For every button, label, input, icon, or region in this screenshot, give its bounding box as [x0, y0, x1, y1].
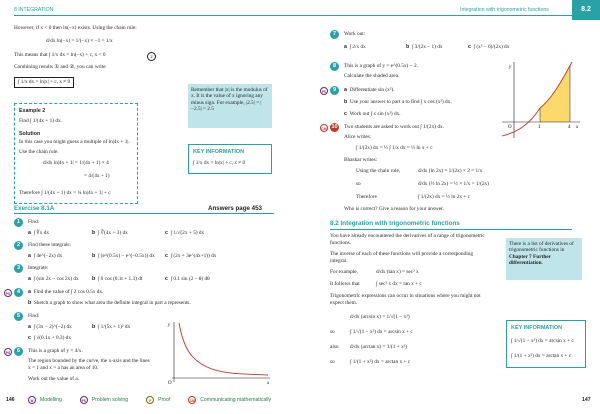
means-text: This means that ∫ 1/x dx = ln(−x) + c, x < 0	[14, 52, 106, 58]
question-3b: ∫ 6 cos (0.1t + 1.3) dt	[97, 276, 143, 282]
intro-equation: d/dx ln(−x) = 1/(−x) × −1 = 1/x	[46, 38, 113, 44]
reciprocal-curve	[179, 323, 268, 375]
page-number-right: 147	[582, 397, 591, 403]
graph8-tick-1: 1	[538, 125, 541, 130]
right-page: Integration with trigonometric functions 8.2 7 Work out: a ∫ 2/x dx b ∫ 3/(2x − 1) dx c ∫ (x² − 6)/(2x) dx 8 This is a graph of y = e^(0.5x) − 2. Calculate the shaded area. y O 1 4 x PS 9 a Differentiate sin (x²). b Use your answer to part a to find ∫ x cos (x²) dx. c Work out ∫ x sin (x²) dx. CM 10 Two students are asked to work out ∫ 1/(2x) dx. Alice writes: ∫ 1/(2x) dx = ½ ∫ 1/x dx = ½ ln x + c Bhaskar writes: Using the chain rule, d/dx (ln 2x) = 1/(2x) × 2 = 1/x so d/dx (½ ln 2x) = ½ × 1/x = 1/(2x) Therefore ∫ 1/(2x) dx = ½ ln 2x + c Who is correct? Give a reason for your answer. 8.2 Integration with trigonometric functions You have already encountered the derivatives of a range of trigonometric functions. The inverse of each of these functions will provide a corresponding integral. For example, d/dx (tan x) = sec² x It follows that ∫ sec² x dx = tan x + c Trigonometric expressions can occur in situations where you might not expect them. d/dx (arcsin x) = 1/√(1 − x²) so ∫ 1/√(1 − x²) dx = arcsin x + c also d/dx (arctan x) = 1/(1 + x²) so ∫ 1/(1 + x²) dx = arctan x + c There is a list of derivatives of trigonometric functions in Chapter 7 Further differentiation. KEY INFORMATION ∫ 1/√(1 − x²) dx = arcsin x + c ∫ 1/(1 + x²) dx = arctan x + c 147	[300, 0, 600, 414]
also-label: also	[330, 344, 339, 350]
exercise-rule	[14, 213, 274, 214]
follows-label: It follows that	[330, 281, 360, 287]
communicating-label: Communicating mathematically	[200, 397, 272, 403]
section-para-2: The inverse of each of these functions will provide a corresponding integral.	[330, 251, 473, 264]
question-1-number: 1	[14, 218, 23, 227]
question-8-text: This is a graph of y = e^(0.5x) − 2.	[344, 63, 418, 69]
question-3a: ∫ (sin 2x − cos 2x) dx	[33, 276, 79, 282]
communicating-tag: CM	[320, 124, 328, 132]
section-badge: 8.2	[572, 0, 600, 20]
question-1b: ∫ ∛(4x + 3) dx	[97, 230, 128, 236]
question-10-ask: Who is correct? Give a reason for your answer.	[344, 206, 444, 212]
solution-title: Solution	[19, 131, 41, 137]
problem-solving-tag: PS	[4, 348, 12, 356]
example-equation: d/dx (tan x) = sec² x	[376, 269, 419, 275]
example-box	[14, 103, 138, 204]
bhaskar-step-1-label: Using the chain rule,	[356, 168, 401, 174]
question-5-text: Find:	[28, 313, 40, 319]
example-title: Example 2	[19, 108, 46, 114]
question-5a: ∫ (3x − 2)^(−2) dx	[33, 324, 72, 330]
arcsin-integral: ∫ 1/√(1 − x²) dx = arcsin x + c	[350, 329, 413, 335]
graph-origin-label: O	[168, 381, 172, 386]
intro-text: However, if x < 0 then ln(−x) exists. Using the chain rule:	[14, 25, 137, 31]
question-6-text-2: The region bounded by the curve, the x-axis and the lines x = 1 and x = a has an area of 10.	[28, 358, 150, 371]
question-5c: ∫ √(0.1x + 0.3) dx	[33, 335, 71, 341]
modulus-note-text: Remember that |x| is the modulus of x. It is the value of x ignoring any minus sign. For example, |2.5| = |−2.5| = 2.5	[191, 87, 268, 112]
so-label-1: so	[330, 329, 335, 335]
question-4a: Find the value of ∫ 2 cos 0.5x dx.	[33, 289, 104, 295]
question-7-text: Work out:	[344, 31, 366, 37]
question-2b: ∫ (e^(0.5x) − e^(−0.5x)) dx	[97, 253, 155, 259]
note-period: .	[541, 259, 543, 266]
bhaskar-label: Bhaskar writes:	[344, 157, 378, 163]
left-page: 8 INTEGRATION However, if x < 0 then ln(−x) exists. Using the chain rule: d/dx ln(−x) = 1/(−x) × −1 = 1/x This means that ∫ 1/x dx = ln(−x) + c, x < 0 2 Combining results ① and ②, you can write ∫ 1/x dx = ln|x| + c, x ≠ 0 Remember that |x| is the modulus of x. It is the value of x ignoring any minus sign. For example, |2.5| = |−2.5| = 2.5 Example 2 Find ∫ 1/(4x + 1) dx. Solution In this case you might guess a multiple of ln|4x + 1|. Use the chain rule. d/dx ln|4x + 1| = 1/(4x + 1) × 4 = 4/(4x + 1) Therefore ∫ 1/(4x + 1) dx = ¼ ln|4x + 1| + c KEY INFORMATION ∫ 1/x dx = ln|x| + c, x ≠ 0 Exercise 8.1A Answers page 453 1 Find: a ∫ ∜x dx b ∫ ∛(4x + 3) dx c ∫ 1/√(2x + 5) dx 2 Find these integrals: a ∫ 4e^(−2x) dx b ∫ (e^(0.5x) − e^(−0.5x)) dx c ∫ (2x + 3e^(4x+1)) dx 3 Integrate: a ∫ (sin 2x − cos 2x) dx b ∫ 6 cos (0.1t + 1.3) dt c ∫ 0.1 sin (2 − θ) dθ PS 4 a Find the value of ∫ 2 cos 0.5x dx. b Sketch a graph to show what area the definite integral in part a represents. 5 Find: a ∫ (3x − 2)^(−2) dx b ∫ 1/(5x + 1)² dx c ∫ √(0.1x + 0.3) dx PS 6 This is a graph of y = 4/x. The region bounded by the curve, the x-axis and the lines x = 1 and x = a has an area of 10. Work out the value of a. x y O 146 M Modelling PS Problem solving P Proof CM Communicating mathematically	[0, 0, 300, 414]
header-rule	[300, 15, 572, 16]
header-rule	[14, 15, 300, 16]
question-8-text-2: Calculate the shaded area.	[344, 73, 400, 79]
question-3-number: 3	[14, 264, 23, 273]
key-information-title-right: KEY INFORMATION	[511, 325, 563, 331]
question-7c: ∫ (x² − 6)/(2x) dx	[473, 44, 510, 50]
so-label-2: so	[330, 359, 335, 365]
bhaskar-step-2: d/dx (½ ln 2x) = ½ × 1/x = 1/(2x)	[418, 181, 489, 187]
section-rule	[330, 229, 572, 230]
graph-x-label: x	[267, 381, 270, 386]
arctan-integral: ∫ 1/(1 + x²) dx = arctan x + c	[350, 359, 411, 365]
alice-equation: ∫ 1/(2x) dx = ½ ∫ 1/x dx = ½ ln x + c	[356, 145, 433, 151]
solution-line-2: Use the chain rule.	[19, 149, 59, 155]
chapter-header: 8 INTEGRATION	[14, 7, 54, 13]
section-para-3: Trigonometric expressions can occur in situations where you might not expect them.	[330, 293, 481, 306]
question-8-number: 8	[330, 62, 339, 71]
question-2-text: Find these integrals:	[28, 242, 71, 248]
bhaskar-step-2-label: so	[356, 181, 361, 187]
modulus-note	[188, 84, 272, 128]
question-5-number: 5	[14, 312, 23, 321]
key-information-eq-2: ∫ 1/(1 + x²) dx = arctan x + c	[511, 353, 572, 359]
reciprocal-graph	[162, 320, 274, 386]
solution-line-1: In this case you might guess a multiple of ln|4x + 1|.	[19, 139, 130, 145]
question-1a: ∫ ∜x dx	[33, 230, 50, 236]
arcsin-derivative: d/dx (arcsin x) = 1/√(1 − x²)	[350, 314, 410, 320]
arctan-derivative: d/dx (arctan x) = 1/(1 + x²)	[350, 344, 407, 350]
question-6-number: 6	[14, 347, 23, 356]
alice-label: Alice writes:	[344, 134, 372, 140]
question-3c: ∫ 0.1 sin (2 − θ) dθ	[170, 276, 210, 282]
page-number-left: 146	[6, 397, 15, 403]
combining-text: Combining results ① and ②, you can write	[14, 64, 106, 70]
solution-eq-2: = 4/(4x + 1)	[84, 173, 110, 179]
question-10-number: 10	[331, 124, 338, 130]
graph-y-label: y	[168, 323, 171, 328]
graph8-tick-4: 4	[568, 125, 571, 130]
proof-label: Proof	[158, 397, 171, 403]
question-1-text: Find:	[28, 219, 40, 225]
question-9-number: 9	[330, 86, 339, 95]
solution-therefore: Therefore ∫ 1/(4x + 1) dx = ¼ ln|4x + 1| + c	[19, 190, 111, 196]
section-para-1: You have already encountered the derivatives of a range of trigonometric functions.	[330, 233, 485, 246]
question-5b: ∫ 1/(5x + 1)² dx	[97, 324, 131, 330]
question-9c: Work out ∫ x sin (x²) dx.	[349, 111, 401, 117]
problem-solving-tag: PS	[4, 289, 12, 297]
follows-equation: ∫ sec² x dx = tan x + c	[376, 281, 422, 287]
problem-solving-tag: PS	[320, 87, 328, 95]
derivatives-note-text: There is a list of derivatives of trigonometric functions in	[509, 241, 574, 254]
proof-icon: P	[146, 396, 154, 404]
solution-eq-1: d/dx ln|4x + 1| = 1/(4x + 1) × 4	[43, 160, 109, 166]
key-information-title: KEY INFORMATION	[193, 149, 245, 155]
question-2-number: 2	[14, 241, 23, 250]
key-information-eq: ∫ 1/x dx = ln|x| + c, x ≠ 0	[193, 160, 246, 166]
modelling-icon: M	[28, 396, 36, 404]
section-header-title: Integration with trigonometric functions	[460, 7, 549, 13]
question-2c: ∫ (2x + 3e^(4x+1)) dx	[170, 253, 217, 259]
question-1c: ∫ 1/√(2x + 5) dx	[170, 230, 205, 236]
key-information-box-right	[506, 320, 586, 368]
problem-solving-icon: PS	[80, 396, 88, 404]
question-6-text: This is a graph of y = 4/x.	[28, 348, 83, 354]
example-question: Find ∫ 1/(4x + 1) dx.	[19, 118, 62, 124]
graph8-x-label: x	[576, 125, 579, 130]
combined-result: ∫ 1/x dx = ln|x| + c, x ≠ 0	[14, 77, 74, 88]
bhaskar-step-3-label: Therefore	[356, 194, 377, 200]
problem-solving-label: Problem solving	[91, 397, 129, 403]
question-9b: Use your answer to part a to find ∫ x cos (x²) dx.	[349, 99, 452, 105]
example-label: For example,	[330, 269, 358, 275]
question-7a: ∫ 2/x dx	[349, 44, 366, 50]
question-3-text: Integrate:	[28, 265, 49, 271]
question-4-number: 4	[14, 288, 23, 297]
modelling-label: Modelling	[40, 397, 62, 403]
question-10-text: Two students are asked to work out ∫ 1/(2x) dx.	[344, 124, 444, 130]
equation-ref-2: 2	[147, 52, 156, 61]
bhaskar-step-1: d/dx (ln 2x) = 1/(2x) × 2 = 1/x	[418, 168, 483, 174]
exponential-graph	[500, 60, 582, 142]
question-9a: Differentiate sin (x²).	[349, 87, 395, 93]
graph8-origin-label: O	[508, 125, 512, 130]
question-4b: Sketch a graph to show what area the definite integral in part a represents.	[33, 300, 191, 306]
key-information-eq-1: ∫ 1/√(1 − x²) dx = arcsin x + c	[511, 338, 574, 344]
question-7-number: 7	[330, 30, 339, 39]
question-7b: ∫ 3/(2x − 1) dx	[411, 44, 443, 50]
skills-legend	[28, 396, 271, 404]
question-2a: ∫ 4e^(−2x) dx	[33, 253, 63, 259]
chapter-reference: Chapter 7 Further differentiation	[509, 253, 551, 266]
derivatives-note	[506, 238, 582, 280]
question-6-text-3: Work out the value of a.	[28, 376, 80, 382]
exercise-title: Exercise 8.1A	[14, 205, 55, 212]
communicating-icon: CM	[188, 396, 196, 404]
answers-link[interactable]: Answers page 453	[208, 205, 262, 212]
bhaskar-step-3: ∫ 1/(2x) dx = ½ ln 2x + c	[418, 194, 471, 200]
key-information-box	[188, 144, 272, 174]
section-title: 8.2 Integration with trigonometric functions	[330, 220, 460, 227]
graph8-y-label: y	[509, 65, 512, 70]
